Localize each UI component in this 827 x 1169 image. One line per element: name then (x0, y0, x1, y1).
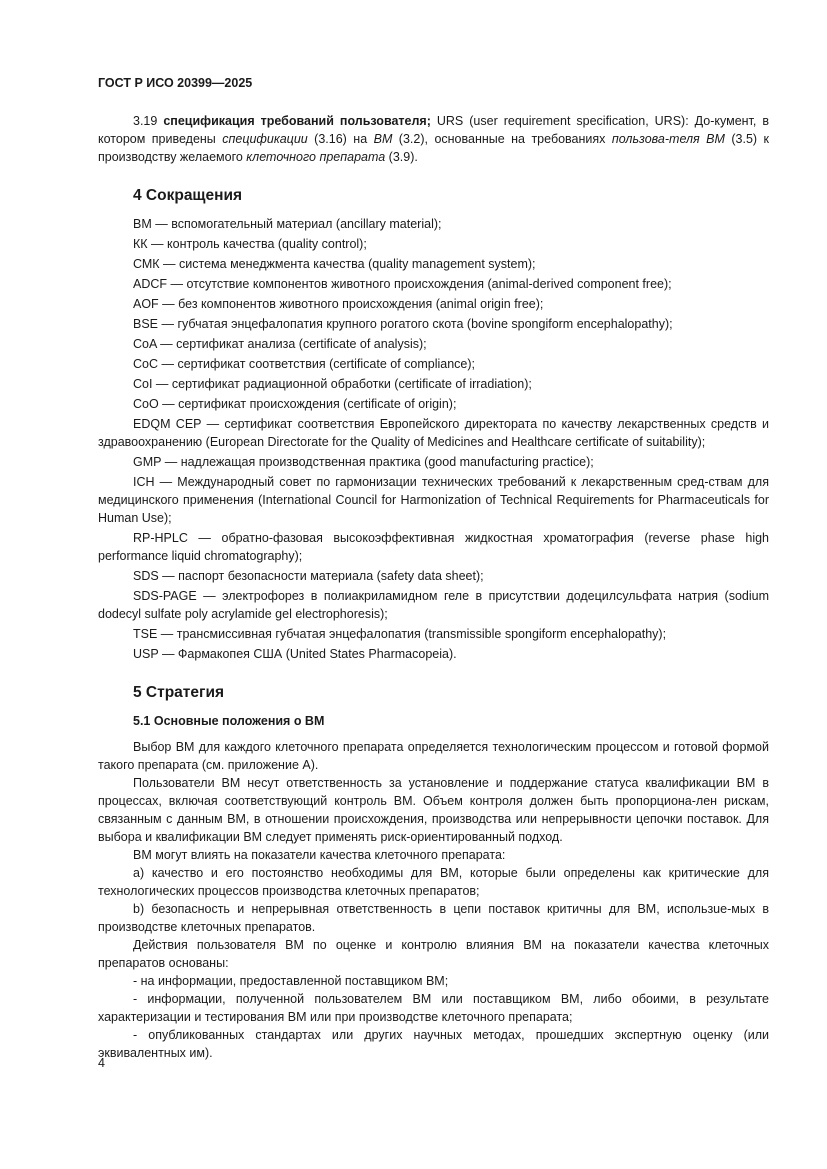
definition-number: 3.19 (133, 114, 164, 128)
definition-ref: ВМ (373, 132, 393, 146)
abbreviation-item: ADCF — отсутствие компонентов животного происхождения (animal-derived component free); (133, 277, 672, 291)
definition-text: (3.16) на (307, 132, 374, 146)
paragraph: Выбор ВМ для каждого клеточного препарата определяется технологическим процессом и готовой формой такого препарата (см. приложение А). (98, 740, 769, 772)
section-4-heading: 4 Сокращения (133, 187, 243, 204)
abbreviation-item: SDS-PAGE — электрофорез в полиакриламидном геле в присутствии додецилсульфата натрия (sodium dodecyl sulfate poly acrylamide gel electrophoresis); (98, 589, 769, 621)
abbreviation-item: BSE — губчатая энцефалопатия крупного рогатого скота (bovine spongiform encephalopathy); (133, 317, 673, 331)
abbreviation-item: ВМ — вспомогательный материал (ancillary material); (133, 217, 442, 231)
abbreviation-item: CoC — сертификат соответствия (certificate of compliance); (133, 357, 476, 371)
definition-term: спецификация требований пользователя; (163, 114, 431, 128)
abbreviation-item: CoA — сертификат анализа (certificate of analysis); (133, 337, 427, 351)
abbreviation-list (98, 215, 769, 663)
abbreviation-item: EDQM CEP — сертификат соответствия Европейского директората по качеству лекарственных средств и здравоохранению (European Directorate for the Quality of Medicines and Healthcare certificate of suitability); (98, 417, 769, 449)
list-item: a) качество и его постоянство необходимы для ВМ, которые были определены как критические для технологических процессов производства клеточных препаратов; (98, 866, 769, 898)
abbreviation-item: КК — контроль качества (quality control); (133, 237, 367, 251)
section-5-body (98, 738, 769, 1062)
definition-text: (3.2), основанные на требованиях (392, 132, 612, 146)
list-item: - информации, полученной пользователем ВМ или поставщиком ВМ, либо обоими, в результате характеризации и тестирования ВМ или при производстве клеточного препарата; (98, 992, 769, 1024)
list-item: - опубликованных стандартах или других научных методах, прошедших экспертную оценку (или эквивалентных им). (98, 1028, 769, 1060)
paragraph: Пользователи ВМ несут ответственность за установление и поддержание статуса квалификации ВМ в процессах, включая соответствующий контроль ВМ. Объем контроля должен быть пропорциона-лен рискам, связанным с данным ВМ, в отношении происхождения, производства или непрерывности цепочки поставок. Для выбора и квалификации ВМ следует применять риск-ориентированный подход. (98, 776, 769, 844)
abbreviation-item: CoI — сертификат радиационной обработки (certificate of irradiation); (133, 377, 532, 391)
abbreviation-item: TSE — трансмиссивная губчатая энцефалопатия (transmissible spongiform encephalopathy); (133, 627, 667, 641)
section-5-heading: 5 Стратегия (133, 684, 225, 701)
list-item: b) безопасность и непрерывная ответственность в цепи поставок критичны для ВМ, использue-мых в производстве клеточных препаратов. (98, 902, 769, 934)
abbreviation-item: RP-HPLC — обратно-фазовая высокоэффективная жидкостная хроматография (reverse phase high performance liquid chromatography); (98, 531, 769, 563)
abbreviation-item: GMP — надлежащая производственная практика (good manufacturing practice); (133, 455, 594, 469)
definition-ref: клеточного препарата (246, 150, 386, 164)
definition-ref: спецификации (222, 132, 308, 146)
abbreviation-item: CoO — сертификат происхождения (certificate of origin); (133, 397, 457, 411)
paragraph: Действия пользователя ВМ по оценке и контролю влияния ВМ на показатели качества клеточных препаратов основаны: (98, 938, 769, 970)
definition-ref: пользова-теля ВМ (611, 132, 725, 146)
page-number: 4 (98, 1056, 105, 1070)
list-item: - на информации, предоставленной поставщиком ВМ; (133, 974, 449, 988)
definition-3-19 (98, 112, 769, 166)
paragraph: ВМ могут влиять на показатели качества клеточного препарата: (133, 848, 506, 862)
abbreviation-item: SDS — паспорт безопасности материала (safety data sheet); (133, 569, 484, 583)
definition-text: URS (user requirement specification, URS): До-кумент, в котором приведены (98, 114, 769, 146)
subsection-5-1-heading: 5.1 Основные положения о ВМ (133, 714, 325, 728)
definition-text: (3.5) к производству желаемого (98, 132, 769, 164)
abbreviation-item: USP — Фармакопея США (United States Pharmacopeia). (133, 647, 457, 661)
document-body (98, 112, 769, 1062)
abbreviation-item: ICH — Международный совет по гармонизации технических требований к лекарственным сред-ствам для медицинского применения (International Council for Harmonization of Technical Requirements for Pharmaceuticals for Human Use); (98, 475, 769, 525)
definition-text: (3.9). (385, 150, 418, 164)
abbreviation-item: СМК — система менеджмента качества (quality management system); (133, 257, 536, 271)
abbreviation-item: AOF — без компонентов животного происхождения (animal origin free); (133, 297, 544, 311)
document-header: ГОСТ Р ИСО 20399—2025 (98, 76, 253, 90)
